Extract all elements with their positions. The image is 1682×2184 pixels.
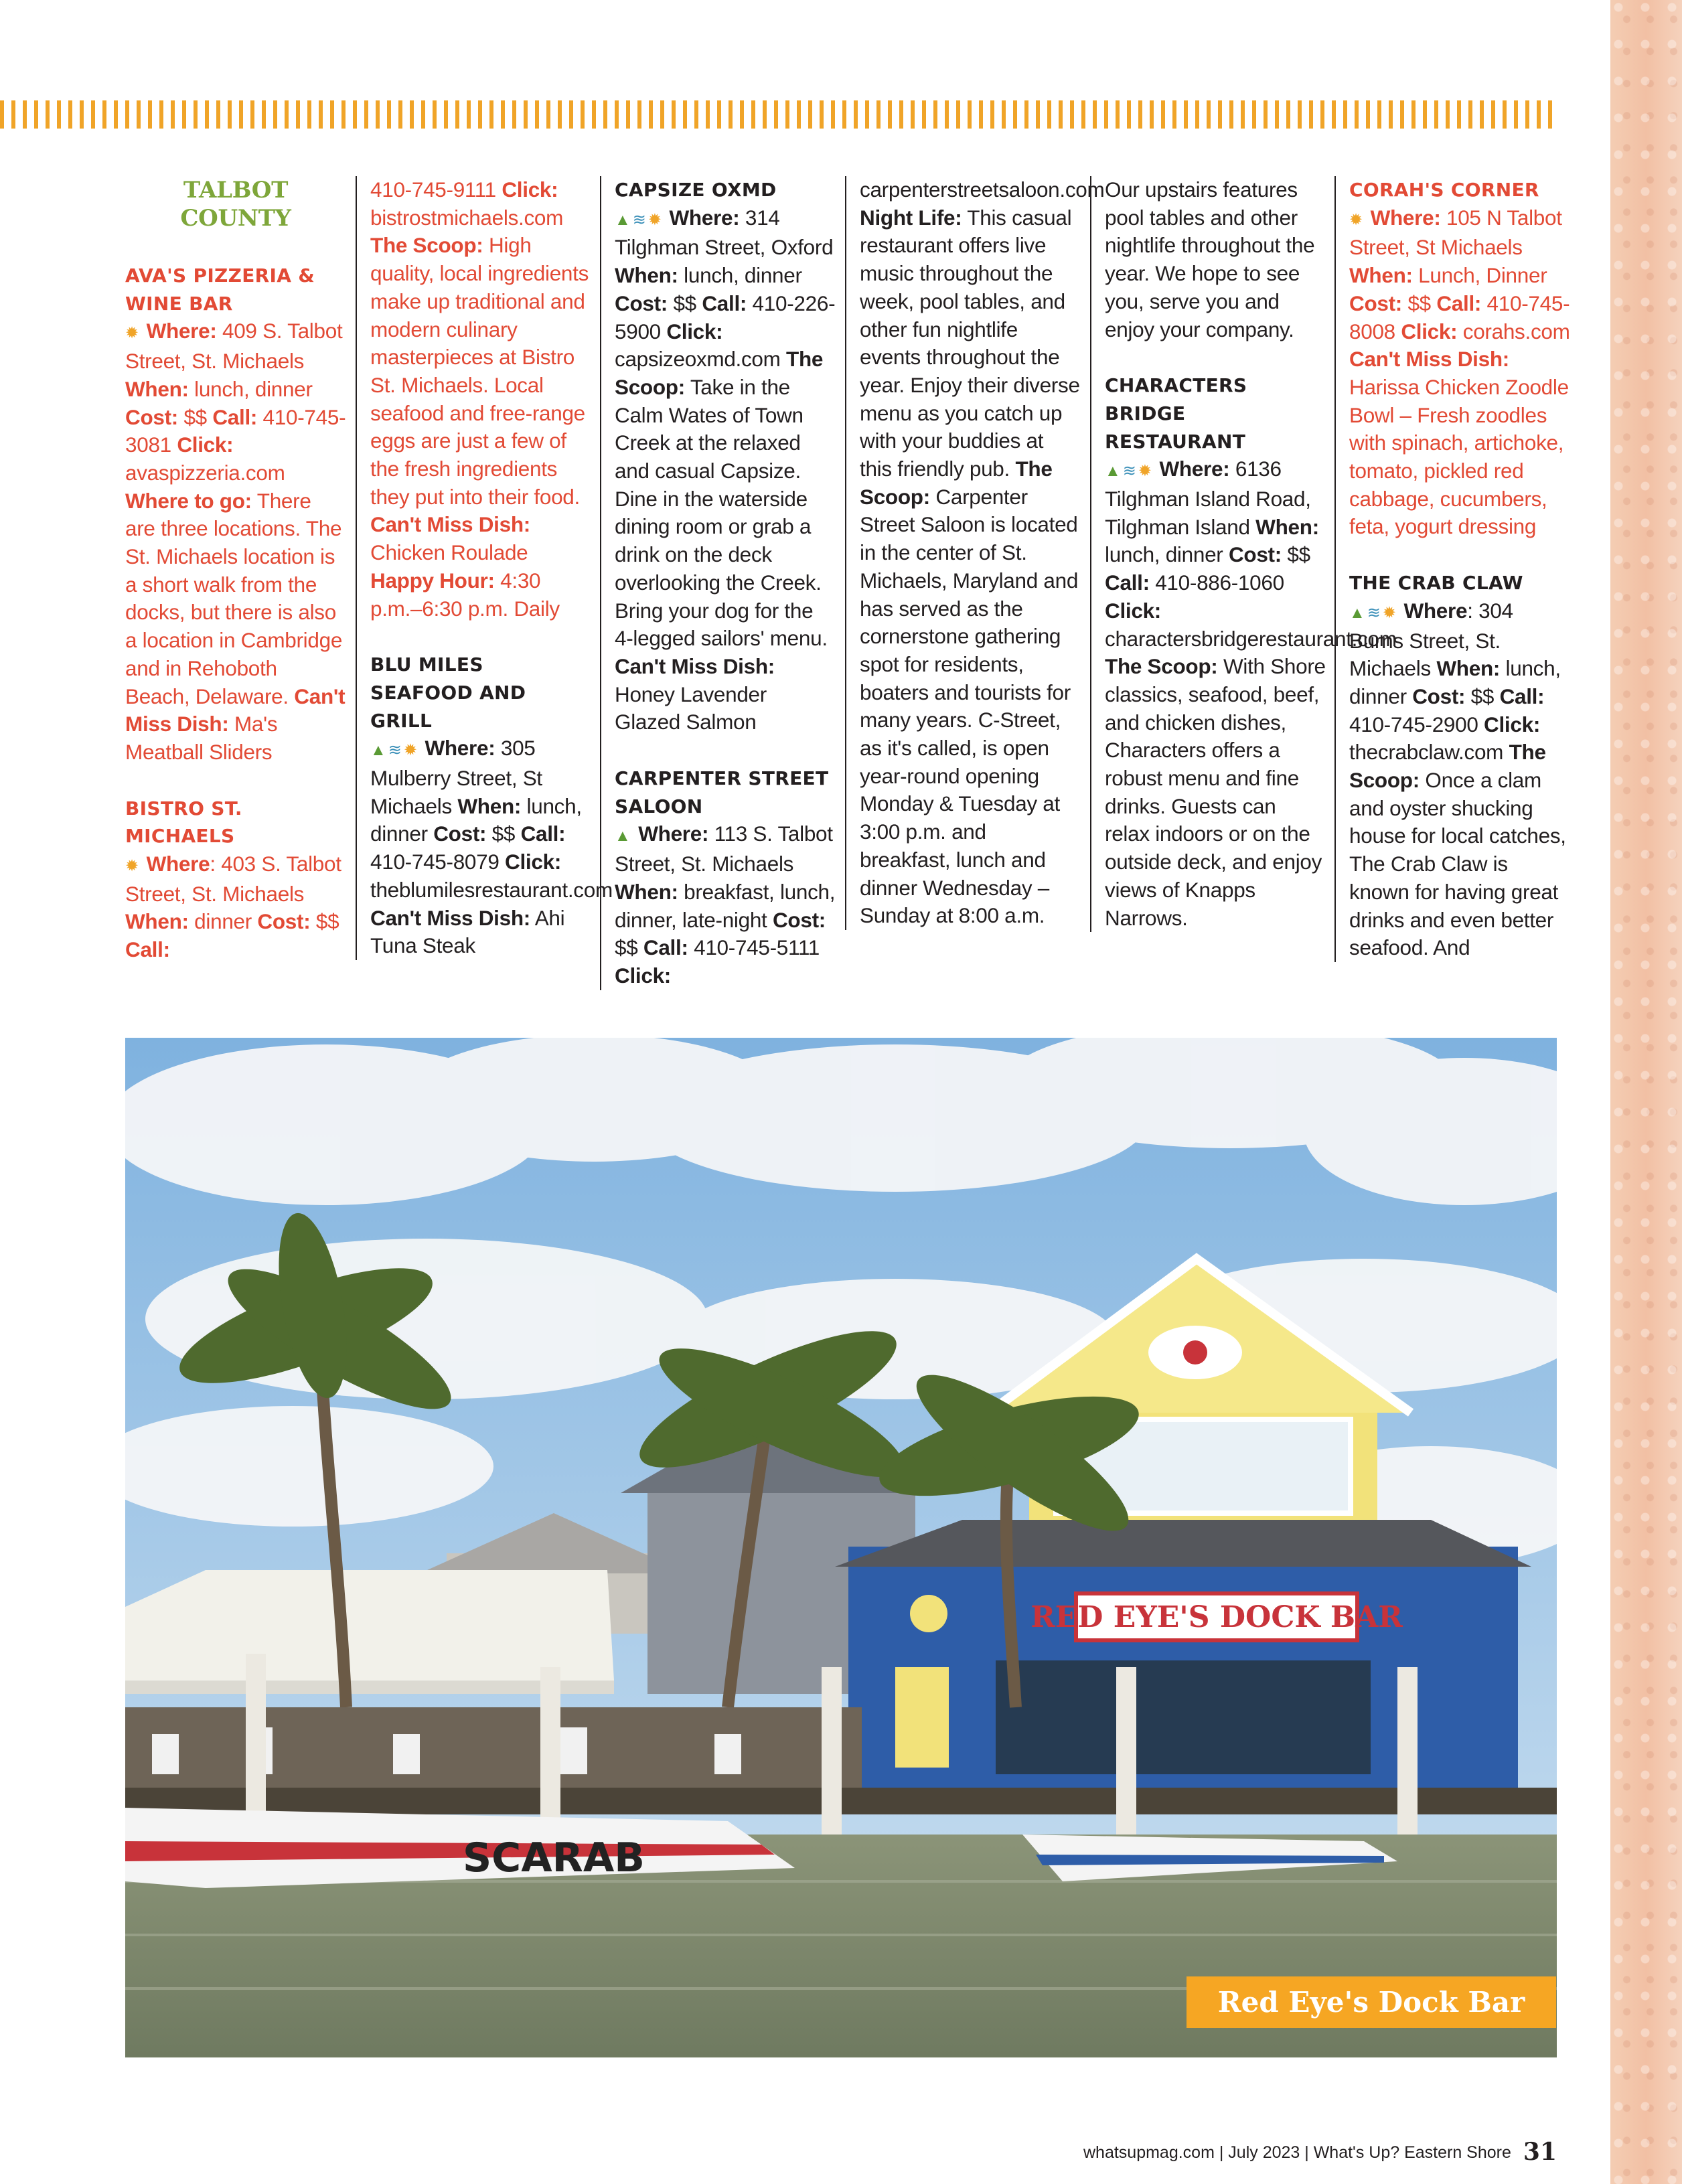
amenity-icons: ▲≋✹ <box>615 210 664 229</box>
dock-bar-sign: RED EYE'S DOCK BAR <box>1030 1600 1403 1634</box>
footer-text: whatsupmag.com | July 2023 | What's Up? Eastern Shore <box>1083 2143 1511 2162</box>
listing-body: carpenterstreetsaloon.com Night Life: This casual restaurant offers live music throughout the week, pool tables, and other fun nightlife events throughout the year. Enjoy their diverse menu as you catch up with your buddies at this friendly pub. The Scoop: Carpenter Street Saloon is located in the center of St. Michaels, Maryland and has served as the cornerstone gathering spot for residents, boaters and tourists for many years. C-Street, as it's called, is open year-round opening Monday & Tuesday at 3:00 p.m. and breakfast, lunch and dinner Wednesday –Sunday at 8:00 a.m. <box>860 177 1105 928</box>
listing-body: ▲≋✹ Where: 305 Mulberry Street, St Michaels When: lunch, dinner Cost: $$ Call: 410-745-8079 Click: theblumilesrestaurant.com Can't Miss Dish: Ahi Tuna Steak <box>370 736 613 958</box>
page-edge-texture <box>1610 0 1682 2184</box>
listing-body: Our upstairs features pool tables and other nightlife throughout the year. We hope to see you, serve you and enjoy your company. <box>1105 177 1315 341</box>
restaurant-name: CORAH'S CORNER <box>1349 179 1539 201</box>
sail-icon: ▲ <box>615 827 633 846</box>
column-1 <box>125 176 346 964</box>
restaurant-name: CAPSIZE OXMD <box>615 179 777 201</box>
boat-lettering: SCARAB <box>462 1835 645 1881</box>
photo-caption: Red Eye's Dock Bar <box>1187 1976 1556 2028</box>
restaurant-name: CARPENTER STREET SALOON <box>615 767 829 817</box>
listing-body: ✹ Where: 409 S. Talbot Street, St. Michaels When: lunch, dinner Cost: $$ Call: 410-745-3081 Click: avaspizzeria.com Where to go: There are three locations. The St. Michaels location is a short walk from the docks, but there is also a location in Cambridge and in Rehoboth Beach, Delaware. Can't Miss Dish: Ma's Meatball Sliders <box>125 319 346 764</box>
column-6 <box>1334 176 1570 962</box>
page-number: 31 <box>1523 2138 1557 2166</box>
amenity-icons: ▲≋✹ <box>370 741 419 760</box>
amenity-icons: ▲≋✹ <box>1105 462 1154 481</box>
listing-body: ▲≋✹ Where: 6136 Tilghman Island Road, Tilghman Island When: lunch, dinner Cost: $$ Call: 410-886-1060 Click: charactersbridgerestaurant.com The Scoop: With Shore classics, seafood, beef, and chicken dishes, Characters offers a robust menu and fine drinks. Guests can relax indoors or on the outside deck, and enjoy views of Knapps Narrows. <box>1105 457 1397 930</box>
listing-body: ▲≋✹ Where: 304 Burns Street, St. Michaels When: lunch, dinner Cost: $$ Call: 410-745-2900 Click: thecrabclaw.com The Scoop: Once a clam and oyster shucking house for local catches, The Crab Claw is known for having great drinks and even better seafood. And <box>1349 598 1566 960</box>
county-heading: TALBOT COUNTY <box>180 177 291 232</box>
column-2 <box>356 176 613 960</box>
sun-icon: ✹ <box>1349 210 1365 229</box>
sun-icon: ✹ <box>125 857 141 876</box>
decorative-stripe <box>0 100 1559 129</box>
restaurant-name: THE CRAB CLAW <box>1349 572 1523 595</box>
listing-body: 410-745-9111 Click: bistrostmichaels.com The Scoop: High quality, local ingredients make up traditional and modern culinary masterpieces at Bistro St. Michaels. Local seafood and free-range eggs are just a few of the fresh ingredients they put into their food. Can't Miss Dish: Chicken Roulade Happy Hour: 4:30 p.m.–6:30 p.m. Daily <box>370 177 589 621</box>
listing-body: ▲ Where: 113 S. Talbot Street, St. Michaels When: breakfast, lunch, dinner, late-night Cost: $$ Call: 410-745-5111 Click: <box>615 822 836 988</box>
listing-body: ✹ Where: 403 S. Talbot Street, St. Michaels When: dinner Cost: $$ Call: <box>125 852 341 962</box>
listing-body: ✹ Where: 105 N Talbot Street, St Michaels When: Lunch, Dinner Cost: $$ Call: 410-745-8008 Click: corahs.com Can't Miss Dish: Harissa Chicken Zoodle Bowl – Fresh zoodles with spinach, artichoke, tomato, pickled red cabbage, cucumbers, feta, yogurt dressing <box>1349 205 1570 539</box>
sun-icon: ✹ <box>125 324 141 343</box>
listing-body: ▲≋✹ Where: 314 Tilghman Street, Oxford When: lunch, dinner Cost: $$ Call: 410-226-5900 Click: capsizeoxmd.com The Scoop: Take in the Calm Wates of Town Creek at the relaxed and casual Capsize. Dine in the waterside dining room or grab a drink on the deck overlooking the Creek. Bring your dog for the 4-legged sailors' menu. Can't Miss Dish: Honey Lavender Glazed Salmon <box>615 205 836 734</box>
dock-bar-photo <box>125 1038 1557 2057</box>
column-5 <box>1090 176 1397 932</box>
restaurant-name: BISTRO ST. MICHAELS <box>125 797 242 848</box>
restaurant-name: AVA'S PIZZERIA & WINE BAR <box>125 264 315 315</box>
restaurant-name: CHARACTERS BRIDGE RESTAURANT <box>1105 374 1247 453</box>
restaurant-name: BLU MILES SEAFOOD AND GRILL <box>370 653 526 732</box>
amenity-icons: ▲≋✹ <box>1349 603 1398 622</box>
column-3 <box>600 176 836 990</box>
page-footer <box>1071 2138 1557 2166</box>
column-4 <box>845 176 1105 930</box>
